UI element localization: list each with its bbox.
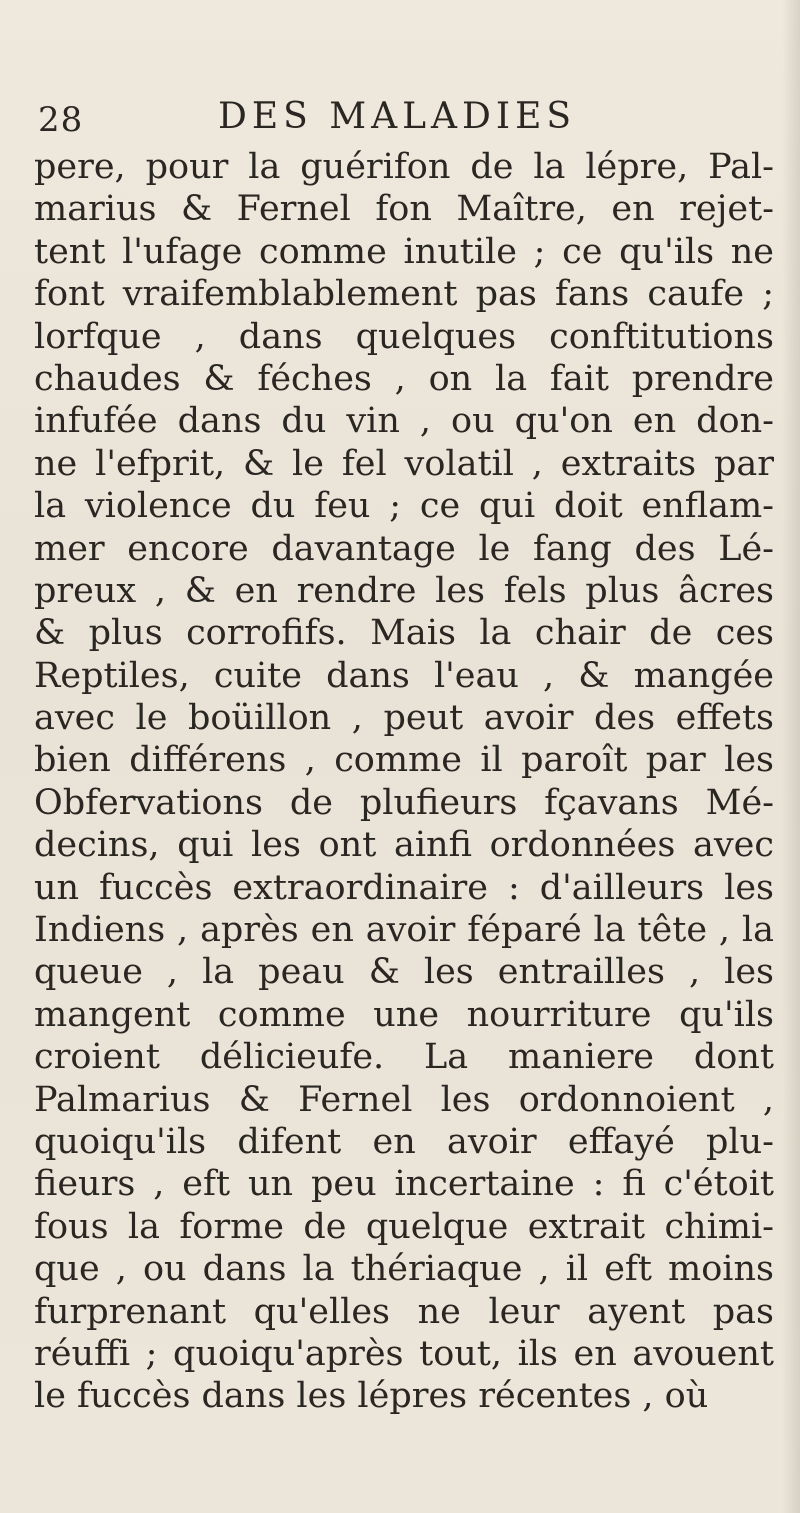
text-line: fieurs , eft un peu incertaine : fi c'étoit: [34, 1164, 774, 1205]
text-line: tent l'ufage comme inutile ; ce qu'ils ne: [34, 231, 774, 272]
text-line: queue , la peau & les entrailles , les: [34, 952, 774, 993]
text-line: infufée dans du vin , ou qu'on en don-: [34, 401, 774, 442]
text-line: croient délicieufe. La maniere dont: [34, 1037, 774, 1078]
text-line: mangent comme une nourriture qu'ils: [34, 994, 774, 1035]
text-line: lorfque , dans quelques conftitutions: [34, 316, 774, 357]
text-line: marius & Fernel fon Maître, en rejet-: [34, 189, 774, 230]
text-line: quoiqu'ils difent en avoir effayé plu-: [34, 1121, 774, 1162]
text-line: Palmarius & Fernel les ordonnoient ,: [34, 1079, 774, 1120]
text-line: Reptiles, cuite dans l'eau , & mangée: [34, 655, 774, 696]
page-header: [38, 96, 758, 148]
text-line: mer encore davantage le fang des Lé-: [34, 528, 774, 569]
text-line: font vraifemblablement pas fans caufe ;: [34, 274, 774, 315]
text-line: ne l'efprit, & le fel volatil , extraits par: [34, 443, 774, 484]
text-line: que , ou dans la thériaque , il eft moins: [34, 1249, 774, 1290]
text-line: Indiens , après en avoir féparé la tête , la: [34, 910, 774, 951]
text-line: bien différens , comme il paroît par les: [34, 740, 774, 781]
text-line: & plus corrofifs. Mais la chair de ces: [34, 613, 774, 654]
text-line: preux , & en rendre les fels plus âcres: [34, 570, 774, 611]
page-edge-shadow: [782, 0, 800, 1513]
text-line: pere, pour la guérifon de la lépre, Pal-: [34, 147, 774, 187]
text-line: decins, qui les ont ainfi ordonnées avec: [34, 825, 774, 866]
text-line: Obfervations de plufieurs fçavans Mé-: [34, 782, 774, 823]
text-line: un fuccès extraordinaire : d'ailleurs les: [34, 867, 774, 908]
text-line: la violence du feu ; ce qui doit enflam-: [34, 486, 774, 527]
page-number: 28: [38, 100, 84, 140]
running-title: DES MALADIES: [218, 96, 577, 137]
text-line: réuffi ; quoiqu'après tout, ils en avouent: [34, 1333, 774, 1374]
text-line: chaudes & féches , on la fait prendre: [34, 358, 774, 399]
text-line: le fuccès dans les lépres récentes , où: [34, 1376, 709, 1417]
text-line: fous la forme de quelque extrait chimi-: [34, 1206, 774, 1247]
text-line: furprenant qu'elles ne leur ayent pas: [34, 1291, 774, 1332]
body-text: [34, 146, 774, 1418]
text-line: avec le boüillon , peut avoir des effets: [34, 698, 774, 739]
